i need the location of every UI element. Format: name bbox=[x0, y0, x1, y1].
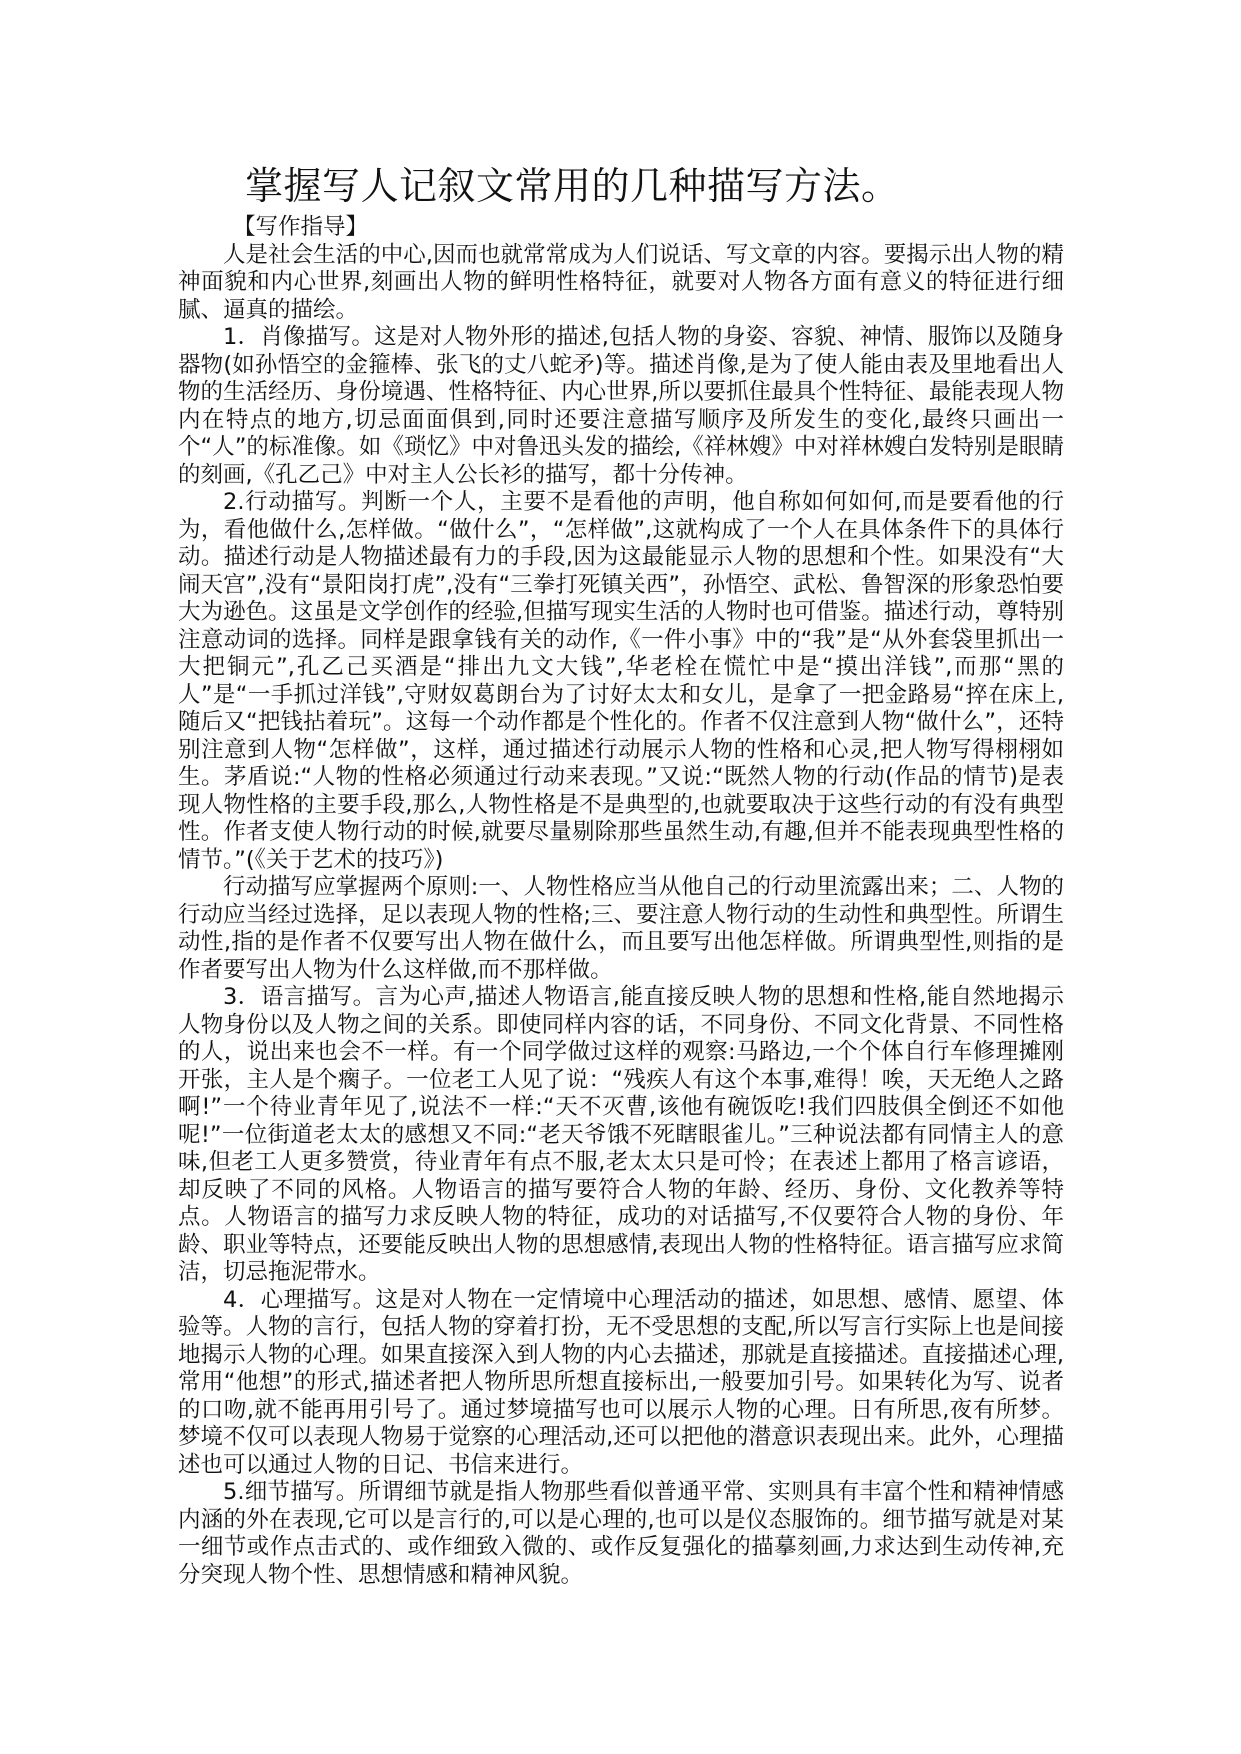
page-title: 掌握写人记叙文常用的几种描写方法。 bbox=[245, 164, 900, 208]
paragraph-detail-description: 5.细节描写。所谓细节就是指人物那些看似普通平常、实则具有丰富个性和精神情感内涵的外在表现,它可以是言行的,可以是心理的,也可以是仪态服饰的。细节描写就是对某一细节或作点击式的、或作细致入微的、或作反复强化的描摹刻画,力求达到生动传神,充分突现人物个性、思想情感和精神风貌。 bbox=[178, 1479, 1064, 1588]
paragraph-language-description: 3．语言描写。言为心声,描述人物语言,能直接反映人物的思想和性格,能自然地揭示人物身份以及人物之间的关系。即使同样内容的话，不同身份、不同文化背景、不同性格的人，说出来也会不一样。有一个同学做过这样的观察:马路边,一个个体自行车修理摊刚开张，主人是个瘸子。一位老工人见了说：“残疾人有这个本事,难得！唉，天无绝人之路啊!”一个待业青年见了,说法不一样:“天不灭曹,该他有碗饭吃!我们四肢俱全倒还不如他呢!”一位街道老太太的感想又不同:“老天爷饿不死瞎眼雀儿。”三种说法都有同情主人的意味,但老工人更多赞赏，待业青年有点不服,老太太只是可怜；在表述上都用了格言谚语，却反映了不同的风格。人物语言的描写要符合人物的年龄、经历、身份、文化教养等特点。人物语言的描写力求反映人物的特征，成功的对话描写,不仅要符合人物的身份、年龄、职业等特点，还要能反映出人物的思想感情,表现出人物的性格特征。语言描写应求简洁，切忌拖泥带水。 bbox=[178, 984, 1064, 1285]
section-label: 【写作指导】 bbox=[233, 214, 369, 240]
document-body bbox=[178, 214, 1064, 1589]
paragraph-action-principles: 行动描写应掌握两个原则:一、人物性格应当从他自己的行动里流露出来；二、人物的行动应当经过选择，足以表现人物的性格;三、要注意人物行动的生动性和典型性。所谓生动性,指的是作者不仅要写出人物在做什么，而且要写出他怎样做。所谓典型性,则指的是作者要写出人物为什么这样做,而不那样做。 bbox=[178, 874, 1064, 983]
paragraph-action-description: 2.行动描写。判断一个人，主要不是看他的声明，他自称如何如何,而是要看他的行为，看他做什么,怎样做。“做什么”，“怎样做”,这就构成了一个人在具体条件下的具体行动。描述行动是人物描述最有力的手段,因为这最能显示人物的思想和个性。如果没有“大闹天宫”,没有“景阳岗打虎”,没有“三拳打死镇关西”，孙悟空、武松、鲁智深的形象恐怕要大为逊色。这虽是文学创作的经验,但描写现实生活的人物时也可借鉴。描述行动，尊特别注意动词的选择。同样是跟拿钱有关的动作,《一件小事》中的“我”是“从外套袋里抓出一大把铜元”,孔乙己买酒是“排出九文大钱”,华老栓在慌忙中是“摸出洋钱”,而那“黑的人”是“一手抓过洋钱”,守财奴葛朗台为了讨好太太和女儿，是拿了一把金路易“捽在床上,随后又“把钱拈着玩”。这每一个动作都是个性化的。作者不仅注意到人物“做什么”，还特别注意到人物“怎样做”，这样，通过描述行动展示人物的性格和心灵,把人物写得栩栩如生。茅盾说:“人物的性格必须通过行动来表现。”又说:“既然人物的行动(作品的情节)是表现人物性格的主要手段,那么,人物性格是不是典型的,也就要取决于这些行动的有没有典型性。作者支使人物行动的时候,就要尽量剔除那些虽然生动,有趣,但并不能表现典型性格的情节。”(《关于艺术的技巧》) bbox=[178, 489, 1064, 873]
paragraph-portrait-description: 1．肖像描写。这是对人物外形的描述,包括人物的身姿、容貌、神情、服饰以及随身器物(如孙悟空的金箍棒、张飞的丈八蛇矛)等。描述肖像,是为了使人能由表及里地看出人物的生活经历、身份境遇、性格特征、内心世界,所以要抓住最具个性特征、最能表现人物内在特点的地方,切忌面面俱到,同时还要注意描写顺序及所发生的变化,最终只画出一个“人”的标准像。如《琐忆》中对鲁迅头发的描绘,《祥林嫂》中对祥林嫂白发特别是眼睛的刻画,《孔乙己》中对主人公长衫的描写，都十分传神。 bbox=[178, 324, 1064, 488]
paragraph-psychological-description: 4．心理描写。这是对人物在一定情境中心理活动的描述，如思想、感情、愿望、体验等。人物的言行，包括人物的穿着打扮，无不受思想的支配,所以写言行实际上也是间接地揭示人物的心理。如果直接深入到人物的内心去描述，那就是直接描述。直接描述心理,常用“他想”的形式,描述者把人物所思所想直接标出,一般要加引号。如果转化为写、说者的口吻,就不能再用引号了。通过梦境描写也可以展示人物的心理。日有所思,夜有所梦。梦境不仅可以表现人物易于觉察的心理活动,还可以把他的潜意识表现出来。此外，心理描述也可以通过人物的日记、书信来进行。 bbox=[178, 1286, 1064, 1478]
paragraph-intro: 人是社会生活的中心,因而也就常常成为人们说话、写文章的内容。要揭示出人物的精神面貌和内心世界,刻画出人物的鲜明性格特征，就要对人物各方面有意义的特征进行细腻、逼真的描绘。 bbox=[178, 241, 1064, 323]
